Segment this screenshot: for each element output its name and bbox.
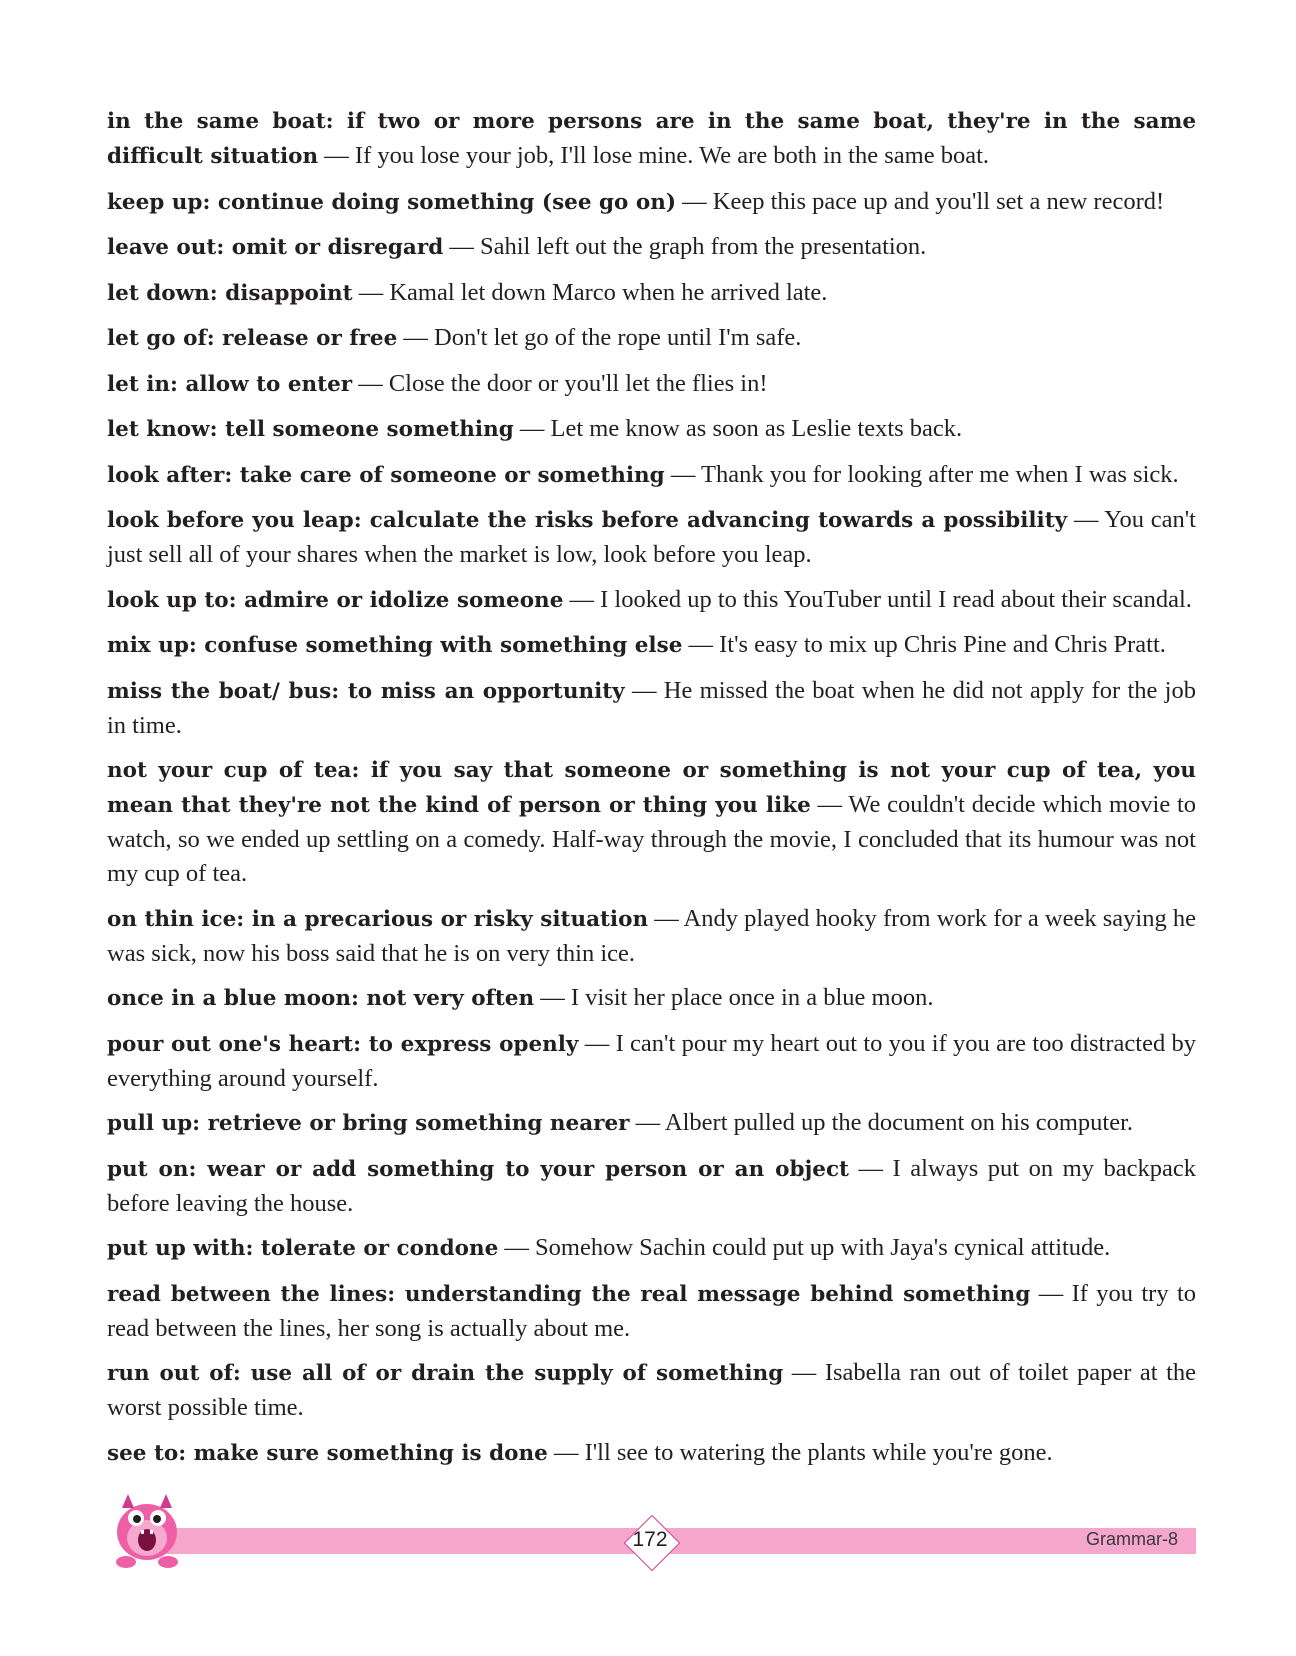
- entry-term: put on: wear or add something to your person or an object: [107, 1156, 849, 1182]
- entry-separator: —: [1067, 506, 1105, 533]
- entry-example: It's easy to mix up Chris Pine and Chris Pratt.: [719, 631, 1166, 658]
- glossary-entry: [107, 1436, 1196, 1471]
- entry-example: Let me know as soon as Leslie texts back.: [550, 415, 963, 442]
- entry-term: look up to: admire or idolize someone: [107, 587, 564, 613]
- glossary-entry: [107, 104, 1196, 174]
- entry-example: Thank you for looking after me when I was sick.: [701, 460, 1179, 488]
- entry-separator: —: [624, 676, 664, 704]
- entry-example: If you try to read between the lines, her song is actually about me.: [107, 1279, 1196, 1342]
- entry-separator: —: [682, 631, 720, 658]
- glossary-entry: [107, 503, 1196, 572]
- entry-term: miss the boat/ bus: to miss an opportunity: [107, 678, 625, 704]
- entry-term: put up with: tolerate or condone: [107, 1236, 499, 1261]
- entry-example: I visit her place once in a blue moon.: [570, 984, 934, 1011]
- entry-separator: —: [578, 1029, 616, 1057]
- entry-separator: —: [513, 415, 551, 442]
- glossary-entry: [107, 367, 1196, 402]
- entry-term: pour out one's heart: to express openly: [107, 1031, 579, 1057]
- glossary-entry: [107, 321, 1196, 356]
- page-number-badge: [623, 1516, 677, 1570]
- entry-term: run out of: use all of or drain the supply of something: [107, 1361, 784, 1386]
- glossary-entry: [107, 981, 1196, 1016]
- entry-example: I looked up to this YouTuber until I read about their scandal.: [600, 585, 1192, 613]
- page-number: 172: [632, 1528, 668, 1551]
- glossary-entry: [107, 1106, 1196, 1141]
- entry-separator: —: [664, 460, 702, 488]
- entry-example: I'll see to watering the plants while you're gone.: [584, 1438, 1053, 1466]
- entry-term: once in a blue moon: not very often: [107, 986, 535, 1011]
- entry-separator: —: [352, 278, 390, 306]
- entry-separator: —: [534, 984, 571, 1011]
- glossary-entry: [107, 902, 1196, 971]
- entry-separator: —: [648, 904, 684, 932]
- entry-separator: —: [563, 585, 601, 613]
- glossary-entry: [107, 1027, 1196, 1096]
- entry-example: I can't pour my heart out to you if you are too distracted by everything around yourself.: [107, 1029, 1197, 1092]
- glossary-entry: [107, 1152, 1196, 1221]
- entry-term: pull up: retrieve or bring something nearer: [107, 1111, 630, 1136]
- entry-separator: —: [352, 369, 389, 397]
- entry-term: leave out: omit or disregard: [107, 235, 444, 260]
- entry-separator: —: [783, 1359, 825, 1386]
- glossary-entry: [107, 458, 1196, 493]
- entry-example: Somehow Sachin could put up with Jaya's cynical attitude.: [535, 1234, 1111, 1261]
- entry-term: look before you leap: calculate the risks before advancing towards a possibility: [107, 508, 1068, 533]
- entry-example: We couldn't decide which movie to watch, so we ended up settling on a comedy. Half-way through the movie, I concluded that its humour was not my cup of tea.: [107, 791, 1197, 887]
- pink-monster-mascot-icon: [106, 1488, 188, 1570]
- entry-separator: —: [443, 233, 480, 260]
- entry-separator: —: [397, 324, 435, 351]
- glossary-list: [107, 104, 1196, 1481]
- glossary-entry: [107, 1231, 1196, 1266]
- entry-term: in the same boat: if two or more persons are in the same boat, they're in the same difficult situation: [107, 109, 1196, 169]
- entry-example: Andy played hooky from work for a week saying he was sick, now his boss said that he is on very thin ice.: [107, 904, 1196, 967]
- entry-example: Isabella ran out of toilet paper at the worst possible time.: [107, 1359, 1197, 1421]
- glossary-entry: [107, 1277, 1196, 1346]
- glossary-entry: [107, 230, 1196, 265]
- book-label: Grammar-8: [1085, 1529, 1178, 1549]
- page-footer: [0, 1488, 1296, 1628]
- glossary-entry: [107, 412, 1196, 447]
- entry-example: I always put on my backpack before leaving the house.: [107, 1154, 1197, 1217]
- entry-example: Keep this pace up and you'll set a new record!: [712, 187, 1165, 215]
- entry-term: read between the lines: understanding the real message behind something: [107, 1281, 1031, 1307]
- entry-term: keep up: continue doing something (see go on): [107, 189, 677, 215]
- glossary-entry: [107, 276, 1196, 311]
- entry-example: He missed the boat when he did not apply for the job in time.: [107, 676, 1196, 739]
- entry-separator: —: [676, 187, 713, 215]
- entry-example: If you lose your job, I'll lose mine. We are both in the same boat.: [354, 142, 990, 169]
- glossary-entry: [107, 628, 1196, 663]
- entry-term: let down: disappoint: [107, 280, 353, 306]
- entry-example: Close the door or you'll let the flies in!: [388, 369, 768, 397]
- entry-term: let in: allow to enter: [107, 371, 353, 397]
- entry-term: mix up: confuse something with something else: [107, 633, 683, 658]
- entry-term: not your cup of tea: if you say that someone or something is not your cup of tea, you mean that they're not the kind of person or thing you like: [107, 758, 1196, 818]
- entry-term: look after: take care of someone or something: [107, 462, 665, 488]
- glossary-entry: [107, 185, 1196, 220]
- entry-separator: —: [1030, 1279, 1072, 1307]
- entry-term: on thin ice: in a precarious or risky situation: [107, 906, 649, 932]
- entry-separator: —: [547, 1438, 585, 1466]
- entry-example: Kamal let down Marco when he arrived late.: [389, 278, 828, 306]
- glossary-entry: [107, 674, 1196, 743]
- entry-term: see to: make sure something is done: [107, 1440, 548, 1466]
- entry-separator: —: [318, 142, 355, 169]
- glossary-entry: [107, 583, 1196, 618]
- entry-example: Don't let go of the rope until I'm safe.: [434, 324, 802, 351]
- entry-separator: —: [848, 1154, 893, 1182]
- entry-example: Albert pulled up the document on his computer.: [664, 1109, 1134, 1136]
- entry-term: let go of: release or free: [107, 326, 398, 351]
- glossary-entry: [107, 1356, 1196, 1425]
- entry-example: You can't just sell all of your shares when the market is low, look before you leap.: [107, 506, 1196, 568]
- entry-example: Sahil left out the graph from the presentation.: [479, 233, 927, 260]
- entry-separator: —: [498, 1234, 536, 1261]
- entry-term: let know: tell someone something: [107, 417, 514, 442]
- glossary-entry: [107, 753, 1196, 891]
- entry-separator: —: [629, 1109, 665, 1136]
- entry-separator: —: [810, 791, 849, 818]
